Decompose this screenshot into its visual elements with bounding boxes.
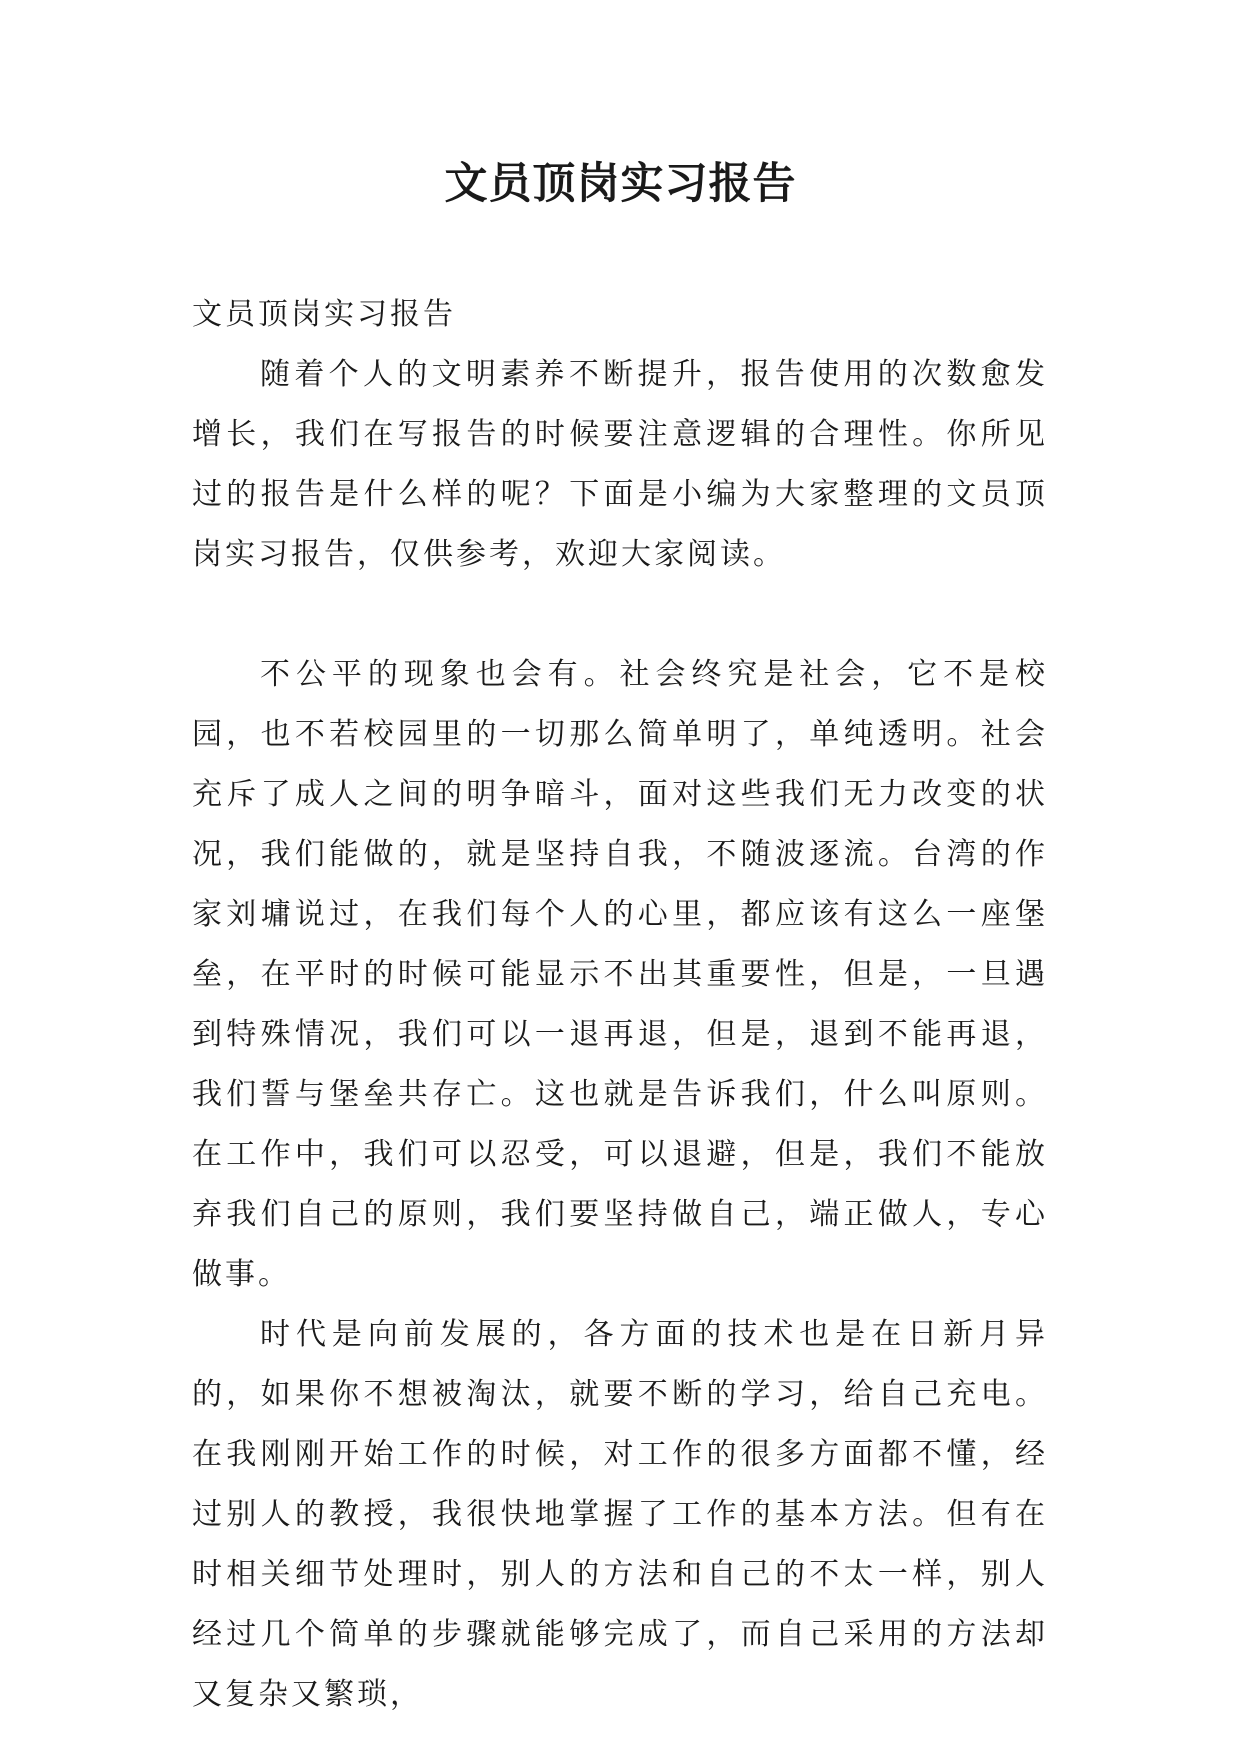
body-paragraph: 不公平的现象也会有。社会终究是社会，它不是校园，也不若校园里的一切那么简单明了，单纯透明。社会充斥了成人之间的明争暗斗，面对这些我们无力改变的状况，我们能做的，就是坚持自我，不随波逐流。台湾的作家刘墉说过，在我们每个人的心里，都应该有这么一座堡垒，在平时的时候可能显示不出其重要性，但是，一旦遇到特殊情况，我们可以一退再退，但是，退到不能再退，我们誓与堡垒共存亡。这也就是告诉我们，什么叫原则。在工作中，我们可以忍受，可以退避，但是，我们不能放弃我们自己的原则，我们要坚持做自己，端正做人，专心做事。: [192, 657, 1048, 1292]
intro-paragraph: 随着个人的文明素养不断提升，报告使用的次数愈发增长，我们在写报告的时候要注意逻辑的合理性。你所见过的报告是什么样的呢？下面是小编为大家整理的文员顶岗实习报告，仅供参考，欢迎大家阅读。: [192, 357, 1048, 572]
body-paragraph: 时代是向前发展的，各方面的技术也是在日新月异的，如果你不想被淘汰，就要不断的学习，给自己充电。在我刚刚开始工作的时候，对工作的很多方面都不懂，经过别人的教授，我很快地掌握了工作的基本方法。但有在时相关细节处理时，别人的方法和自己的不太一样，别人经过几个简单的步骤就能够完成了，而自己采用的方法却又复杂又繁琐，: [192, 1317, 1048, 1712]
document-subtitle: 文员顶岗实习报告: [192, 297, 456, 332]
document-title: 文员顶岗实习报告: [444, 159, 797, 209]
paragraph-spacer: [192, 585, 1048, 645]
document-body: [192, 285, 1048, 1725]
